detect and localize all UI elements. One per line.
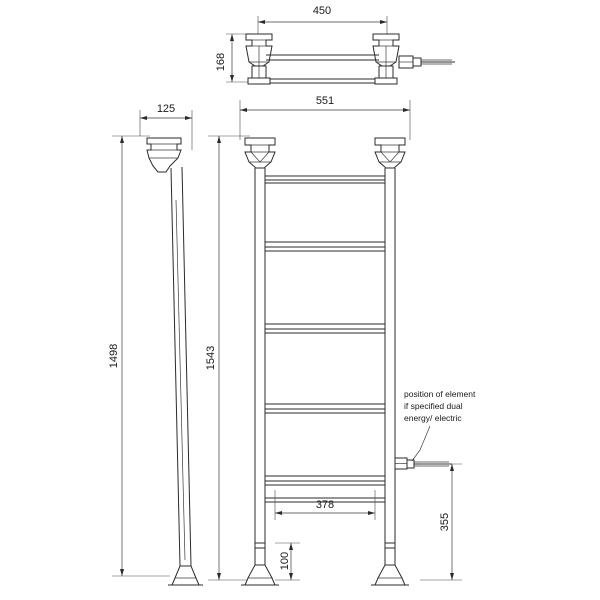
dimension-side-height bbox=[108, 136, 170, 576]
front-view-left-foot bbox=[241, 543, 279, 585]
dimension-top-depth-label: 168 bbox=[215, 52, 227, 72]
dimension-top-width bbox=[258, 5, 387, 44]
dimension-side-width-label: 125 bbox=[156, 103, 176, 115]
side-view-leg bbox=[171, 167, 191, 566]
front-view-rungs bbox=[265, 176, 385, 485]
front-view-element-stub bbox=[395, 458, 452, 469]
dimension-element-height bbox=[420, 464, 462, 580]
dimension-front-height-label: 1543 bbox=[205, 345, 217, 371]
side-view-top-bracket bbox=[147, 138, 181, 172]
top-view bbox=[215, 5, 455, 84]
side-view-foot bbox=[168, 566, 203, 585]
front-view-left-post bbox=[255, 168, 265, 562]
dimension-front-height bbox=[205, 136, 250, 580]
front-view bbox=[205, 95, 476, 585]
top-view-right-bracket bbox=[373, 34, 399, 84]
front-view-left-finial bbox=[245, 138, 275, 168]
element-note-line-1: position of element bbox=[404, 389, 476, 399]
element-note-line-3: energy/ electric bbox=[404, 413, 462, 423]
element-note-line-2: if specified dual bbox=[404, 401, 463, 411]
side-view bbox=[108, 103, 203, 585]
dimension-inner-width bbox=[275, 490, 375, 520]
front-view-right-foot bbox=[371, 543, 409, 585]
dimension-front-width-label: 551 bbox=[315, 95, 335, 107]
front-view-right-post bbox=[385, 168, 395, 562]
top-view-rails bbox=[266, 55, 379, 83]
dimension-top-depth bbox=[215, 34, 250, 82]
dimension-inner-width-label: 378 bbox=[315, 499, 335, 511]
dimension-foot-height-label: 100 bbox=[279, 551, 291, 571]
dimension-foot-height bbox=[275, 543, 300, 580]
dimension-top-width-label: 450 bbox=[312, 5, 332, 17]
top-view-left-bracket bbox=[246, 34, 272, 84]
dimension-element-height-label: 355 bbox=[439, 512, 451, 532]
dimension-front-width bbox=[240, 95, 410, 140]
dimension-side-height-label: 1498 bbox=[108, 343, 120, 369]
element-note bbox=[404, 389, 476, 461]
front-view-right-finial bbox=[375, 138, 405, 168]
top-view-element-stub bbox=[399, 56, 455, 68]
